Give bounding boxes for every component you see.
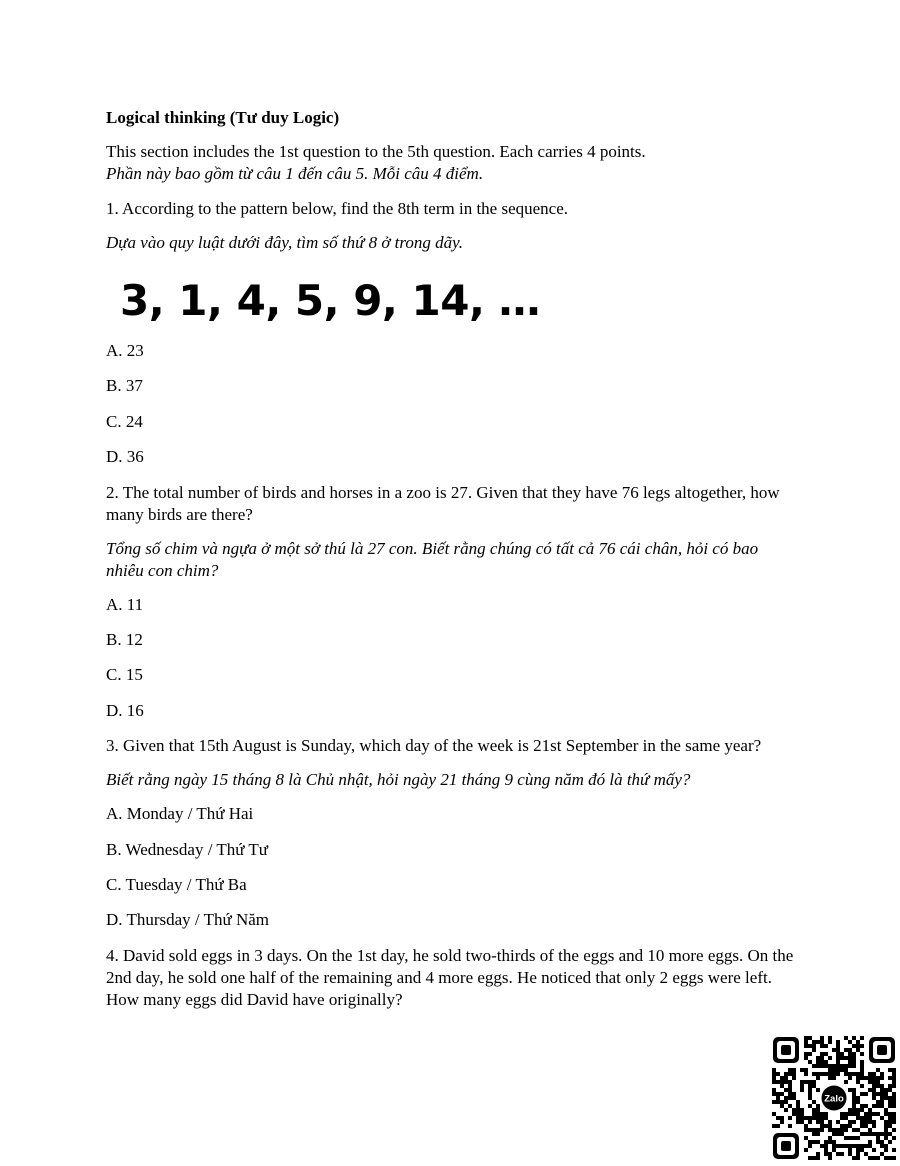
question-3-option-d: D. Thursday / Thứ Năm <box>106 910 269 930</box>
question-1-option-c: C. 24 <box>106 411 143 431</box>
question-1-text: 1. According to the pattern below, find the 8th term in the sequence. <box>106 199 569 218</box>
zalo-qr-code[interactable] <box>772 1036 896 1160</box>
question-1-sequence: 3, 1, 4, 5, 9, 14, … <box>120 276 541 325</box>
section-intro-vi: Phần này bao gồm từ câu 1 đến câu 5. Mỗi câu 4 điểm. <box>106 164 484 183</box>
question-1-option-a: A. 23 <box>106 341 144 360</box>
question-3-option-a: A. Monday / Thứ Hai <box>106 804 254 824</box>
section-intro-en: This section includes the 1st question to the 5th question. Each carries 4 points. <box>106 142 646 161</box>
zalo-logo-text: Zalo <box>824 1093 844 1105</box>
qr-finder-top-right <box>869 1037 895 1063</box>
question-4-text: 4. David sold eggs in 3 days. On the 1st day, he sold two-thirds of the eggs and 10 more eggs. On the 2nd day, he sold one half of the remaining and 4 more eggs. He noticed that only 2 eggs were left. How many eggs did David have originally? <box>106 945 794 1009</box>
question-2-option-a: A. 11 <box>106 594 144 614</box>
question-2-option-b: B. 12 <box>106 629 143 649</box>
qr-finder-bottom-left <box>773 1133 799 1159</box>
qr-code-icon <box>772 1036 896 1160</box>
question-1-option-b: B. 37 <box>106 376 143 396</box>
question-3-option-b: B. Wednesday / Thứ Tư <box>106 839 269 859</box>
document-body <box>106 107 796 1023</box>
question-2-option-d: D. 16 <box>106 700 144 720</box>
question-1-text-vi: Dựa vào quy luật dưới đây, tìm số thứ 8 ở trong dãy. <box>106 233 463 252</box>
zalo-logo <box>819 1083 849 1113</box>
question-1-option-d: D. 36 <box>106 447 144 467</box>
question-3-option-c: C. Tuesday / Thứ Ba <box>106 874 247 894</box>
question-2-option-c: C. 15 <box>106 665 143 685</box>
question-2-text: 2. The total number of birds and horses in a zoo is 27. Given that they have 76 legs altogether, how many birds are there? <box>106 482 780 524</box>
question-3-text: 3. Given that 15th August is Sunday, which day of the week is 21st September in the same year? <box>106 736 762 756</box>
qr-finder-top-left <box>773 1037 799 1063</box>
section-title: Logical thinking (Tư duy Logic) <box>106 108 340 127</box>
question-3-text-vi: Biết rằng ngày 15 tháng 8 là Chủ nhật, hỏi ngày 21 tháng 9 cùng năm đó là thứ mấy? <box>106 770 691 790</box>
question-2-text-vi: Tổng số chim và ngựa ở một sở thú là 27 con. Biết rằng chúng có tất cả 76 cái chân, hỏi có bao nhiêu con chim? <box>106 538 759 580</box>
